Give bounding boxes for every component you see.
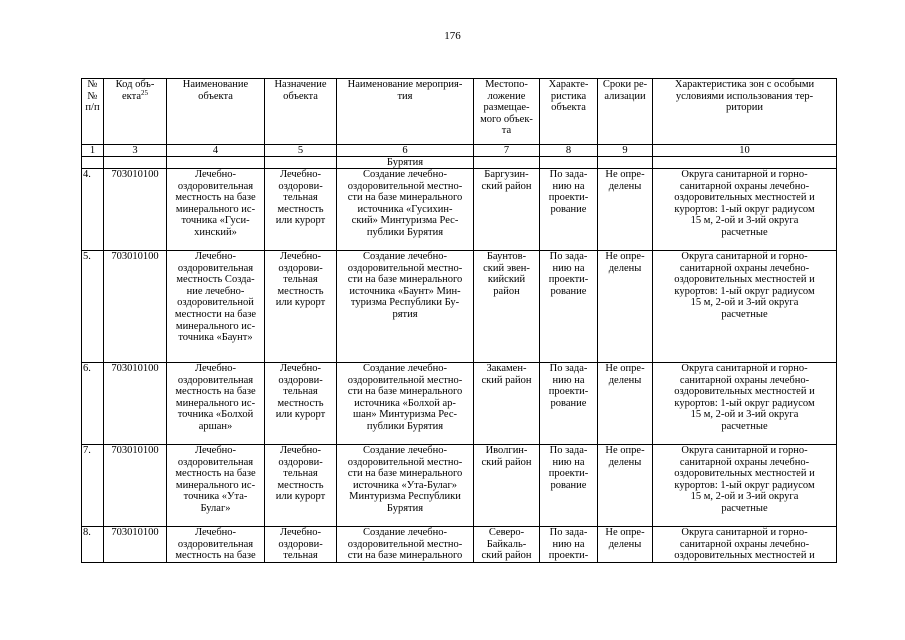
row-name: Лечебно- оздоровительная местность на базе минерального ис- точника «Болхой аршан» (167, 363, 265, 445)
row-num: 8. (82, 527, 104, 563)
header-code (104, 79, 167, 145)
header-location: Местопо- ложение размещае- мого объек- та (474, 79, 540, 145)
region-title: Бурятия (337, 157, 474, 169)
row-purpose: Лечебно- оздорови- тельная местность или курорт (265, 169, 337, 251)
region-row (82, 157, 837, 169)
region-empty-cell (82, 157, 104, 169)
header-zones: Характеристика зон с особыми условиями использования тер- ритории (653, 79, 837, 145)
row-num: 5. (82, 251, 104, 363)
column-number: 3 (104, 145, 167, 157)
row-location: Баунтов- ский эвен- кийский район (474, 251, 540, 363)
header-num: № № п/п (82, 79, 104, 145)
column-number: 9 (598, 145, 653, 157)
row-measure: Создание лечебно- оздоровительной местно- сти на базе минерального источника «Ута-Булаг» Минтуризма Республики Бурятия (337, 445, 474, 527)
row-measure: Создание лечебно- оздоровительной местно- сти на базе минерального источника «Баунт» Мин- туризма Республики Бу- рятия (337, 251, 474, 363)
row-name: Лечебно- оздоровительная местность на базе минерального ис- точника «Гуси- хинский» (167, 169, 265, 251)
row-location: Закамен- ский район (474, 363, 540, 445)
row-purpose: Лечебно- оздорови- тельная местность или курорт (265, 445, 337, 527)
row-zones: Округа санитарной и горно- санитарной охраны лечебно- оздоровительных местностей и (653, 527, 837, 563)
row-purpose: Лечебно- оздорови- тельная местность или курорт (265, 363, 337, 445)
row-code: 703010100 (104, 527, 167, 563)
row-zones: Округа санитарной и горно- санитарной охраны лечебно- оздоровительных местностей и курортов: 1-ый округ радиусом 15 м, 2-ой и 3-ий округа расчетные (653, 251, 837, 363)
row-characteristic: По зада- нию на проекти- (540, 527, 598, 563)
row-terms: Не опре- делены (598, 251, 653, 363)
table-row (82, 251, 837, 363)
row-name: Лечебно- оздоровительная местность Созда- ние лечебно- оздоровительной местности на базе минерального ис- точника «Баунт» (167, 251, 265, 363)
region-empty-cell (598, 157, 653, 169)
row-measure: Создание лечебно- оздоровительной местно- сти на базе минерального источника «Болхой ар- шан» Минтуризма Рес- публики Бурятия (337, 363, 474, 445)
region-empty-cell (540, 157, 598, 169)
row-num: 7. (82, 445, 104, 527)
region-empty-cell (653, 157, 837, 169)
column-number: 6 (337, 145, 474, 157)
table-header-row (82, 79, 837, 145)
header-code-text: Код объ- екта (115, 79, 155, 102)
objects-table (81, 78, 837, 563)
row-num: 6. (82, 363, 104, 445)
header-code-footnote: 25 (141, 88, 148, 97)
region-empty-cell (104, 157, 167, 169)
header-purpose: Назначение объекта (265, 79, 337, 145)
row-code: 703010100 (104, 363, 167, 445)
column-number: 10 (653, 145, 837, 157)
region-empty-cell (167, 157, 265, 169)
header-name: Наименование объекта (167, 79, 265, 145)
row-terms: Не опре- делены (598, 169, 653, 251)
column-number: 8 (540, 145, 598, 157)
column-number: 7 (474, 145, 540, 157)
column-number-row (82, 145, 837, 157)
column-number: 4 (167, 145, 265, 157)
row-location: Баргузин- ский район (474, 169, 540, 251)
row-characteristic: По зада- нию на проекти- рование (540, 169, 598, 251)
row-zones: Округа санитарной и горно- санитарной охраны лечебно- оздоровительных местностей и курортов: 1-ый округ радиусом 15 м, 2-ой и 3-ий округа расчетные (653, 169, 837, 251)
row-location: Северо- Байкаль- ский район (474, 527, 540, 563)
row-characteristic: По зада- нию на проекти- рование (540, 251, 598, 363)
row-num: 4. (82, 169, 104, 251)
region-empty-cell (265, 157, 337, 169)
header-characteristic: Характе- ристика объекта (540, 79, 598, 145)
row-zones: Округа санитарной и горно- санитарной охраны лечебно- оздоровительных местностей и курортов: 1-ый округ радиусом 15 м, 2-ой и 3-ий округа расчетные (653, 445, 837, 527)
row-measure: Создание лечебно- оздоровительной местно- сти на базе минерального (337, 527, 474, 563)
row-code: 703010100 (104, 445, 167, 527)
row-measure: Создание лечебно- оздоровительной местно- сти на базе минерального источника «Гусихин- ский» Минтуризма Рес- публики Бурятия (337, 169, 474, 251)
row-purpose: Лечебно- оздорови- тельная (265, 527, 337, 563)
row-characteristic: По зада- нию на проекти- рование (540, 445, 598, 527)
table-row (82, 445, 837, 527)
row-code: 703010100 (104, 251, 167, 363)
column-number: 1 (82, 145, 104, 157)
row-name: Лечебно- оздоровительная местность на базе минерального ис- точника «Ута- Булаг» (167, 445, 265, 527)
header-terms: Сроки ре- ализации (598, 79, 653, 145)
row-terms: Не опре- делены (598, 445, 653, 527)
column-number: 5 (265, 145, 337, 157)
row-name: Лечебно- оздоровительная местность на базе (167, 527, 265, 563)
table-row (82, 169, 837, 251)
row-code: 703010100 (104, 169, 167, 251)
page-number: 176 (444, 30, 461, 42)
row-terms: Не опре- делены (598, 363, 653, 445)
header-measure: Наименование мероприя- тия (337, 79, 474, 145)
row-terms: Не опре- делены (598, 527, 653, 563)
row-zones: Округа санитарной и горно- санитарной охраны лечебно- оздоровительных местностей и курортов: 1-ый округ радиусом 15 м, 2-ой и 3-ий округа расчетные (653, 363, 837, 445)
table-row (82, 363, 837, 445)
table-row (82, 527, 837, 563)
region-empty-cell (474, 157, 540, 169)
row-purpose: Лечебно- оздорови- тельная местность или курорт (265, 251, 337, 363)
row-characteristic: По зада- нию на проекти- рование (540, 363, 598, 445)
row-location: Иволгин- ский район (474, 445, 540, 527)
